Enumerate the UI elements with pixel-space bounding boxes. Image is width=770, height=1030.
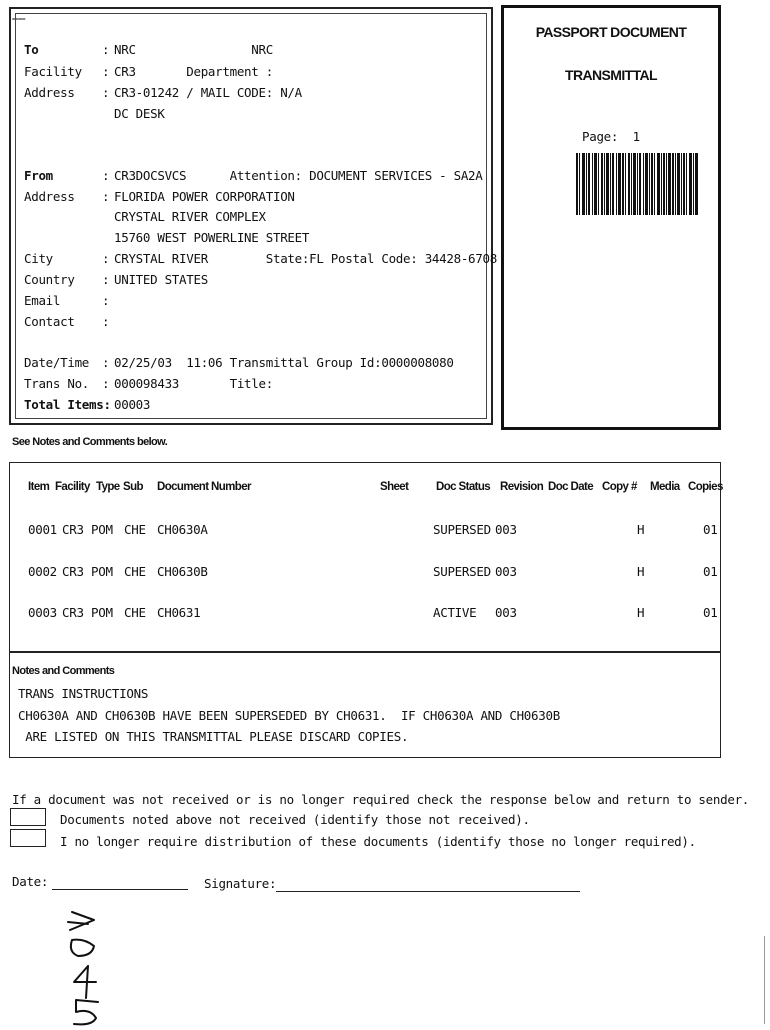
table-row-3-sub: CHE bbox=[124, 605, 146, 620]
city-value: CRYSTAL RIVER State:FL Postal Code: 34428-6708 bbox=[114, 251, 497, 266]
table-row-3-media: H bbox=[637, 605, 645, 620]
table-row-1-status: SUPERSED bbox=[433, 522, 491, 537]
table-row-2-facility: CR3 bbox=[62, 564, 84, 579]
from-address-label: Address bbox=[24, 189, 75, 204]
page-value: 1 bbox=[632, 129, 640, 144]
col-header-doc-date: Doc Date bbox=[548, 481, 594, 493]
signature-label: Signature: bbox=[204, 876, 277, 891]
passport-subtitle: TRANSMITTAL bbox=[565, 67, 657, 83]
page-indicator bbox=[582, 129, 640, 144]
table-row-3-status: ACTIVE bbox=[433, 605, 477, 620]
see-notes-text: See Notes and Comments below. bbox=[12, 436, 168, 448]
from-row: From : CR3DOCSVCS Attention: DOCUMENT SERVICES - SA2A bbox=[24, 168, 483, 183]
datetime-value: 02/25/03 11:06 Transmittal Group Id:0000008080 bbox=[114, 355, 454, 370]
from-value: CR3DOCSVCS Attention: DOCUMENT SERVICES - SA2A bbox=[114, 168, 483, 183]
no-longer-required-label: I no longer require distribution of these documents (identify those no longer required). bbox=[60, 834, 696, 849]
table-row-2-sub: CHE bbox=[124, 564, 146, 579]
to-address-label: Address bbox=[24, 85, 75, 100]
table-row-1-item: 0001 bbox=[28, 522, 57, 537]
totalitems-value: 00003 bbox=[114, 397, 151, 412]
col-header-item: Item bbox=[28, 481, 50, 493]
datetime-row: Date/Time : 02/25/03 11:06 Transmittal Group Id:0000008080 bbox=[24, 355, 454, 370]
country-row: Country : UNITED STATES bbox=[24, 272, 208, 287]
response-instruction: If a document was not received or is no longer required check the response below and return to sender. bbox=[12, 792, 750, 807]
to-address-line2: DC DESK bbox=[114, 106, 165, 121]
notes-heading: Notes and Comments bbox=[12, 665, 115, 677]
table-row-1-type: POM bbox=[91, 522, 113, 537]
email-row: Email : bbox=[24, 293, 110, 308]
scan-edge-mark bbox=[764, 936, 765, 1024]
from-address-value: FLORIDA POWER CORPORATION bbox=[114, 189, 295, 204]
not-received-checkbox[interactable] bbox=[10, 808, 46, 826]
city-row: City : CRYSTAL RIVER State:FL Postal Code: 34428-6708 bbox=[24, 251, 497, 266]
col-header-revision: Revision bbox=[500, 481, 544, 493]
col-header-media: Media bbox=[650, 481, 680, 493]
datetime-label: Date/Time bbox=[24, 355, 90, 370]
table-row-3-copies: 01 bbox=[703, 605, 718, 620]
col-header-copies: Copies bbox=[688, 481, 723, 493]
country-value: UNITED STATES bbox=[114, 272, 208, 287]
table-row-3-docnum: CH0631 bbox=[157, 605, 201, 620]
table-row-1-media: H bbox=[637, 522, 645, 537]
country-label: Country bbox=[24, 272, 75, 287]
col-header-sheet: Sheet bbox=[380, 481, 409, 493]
table-row-2-copies: 01 bbox=[703, 564, 718, 579]
table-row-1-docnum: CH0630A bbox=[157, 522, 208, 537]
to-address-row: Address : CR3-01242 / MAIL CODE: N/A bbox=[24, 85, 302, 100]
signature-line[interactable] bbox=[276, 891, 580, 892]
handwritten-annotation bbox=[54, 904, 124, 1030]
col-header-document-number: Document Number bbox=[157, 481, 251, 493]
totalitems-label: Total Items: bbox=[24, 397, 111, 412]
col-header-facility: Facility bbox=[55, 481, 90, 493]
notes-line-2: CH0630A AND CH0630B HAVE BEEN SUPERSEDED BY CH0631. IF CH0630A AND CH0630B bbox=[18, 708, 560, 723]
table-row-3-revision: 003 bbox=[495, 605, 517, 620]
to-label: To bbox=[24, 42, 39, 57]
table-row-2-type: POM bbox=[91, 564, 113, 579]
table-row-2-status: SUPERSED bbox=[433, 564, 491, 579]
city-label: City bbox=[24, 251, 53, 266]
table-row-2-docnum: CH0630B bbox=[157, 564, 208, 579]
contact-row: Contact : bbox=[24, 314, 110, 329]
email-label: Email bbox=[24, 293, 61, 308]
passport-title: PASSPORT DOCUMENT bbox=[535, 24, 687, 40]
passport-box bbox=[501, 5, 721, 430]
contact-label: Contact bbox=[24, 314, 75, 329]
barcode-icon bbox=[576, 153, 698, 215]
to-value: NRC NRC bbox=[114, 42, 273, 57]
col-header-doc-status: Doc Status bbox=[436, 481, 491, 493]
col-header-sub: Sub bbox=[123, 481, 143, 493]
notes-line-3: ARE LISTED ON THIS TRANSMITTAL PLEASE DISCARD COPIES. bbox=[18, 729, 409, 744]
no-longer-required-checkbox[interactable] bbox=[10, 829, 46, 847]
table-row-1-facility: CR3 bbox=[62, 522, 84, 537]
table-row-3-item: 0003 bbox=[28, 605, 57, 620]
facility-row: Facility : CR3 Department : bbox=[24, 64, 273, 79]
table-row-2-item: 0002 bbox=[28, 564, 57, 579]
page-label: Page: bbox=[582, 129, 619, 144]
from-address-row: Address : FLORIDA POWER CORPORATION bbox=[24, 189, 295, 204]
date-label: Date: bbox=[12, 874, 49, 889]
col-header-type: Type bbox=[96, 481, 120, 493]
date-line[interactable] bbox=[52, 889, 188, 890]
transno-row: Trans No. : 000098433 Title: bbox=[24, 376, 273, 391]
from-label: From bbox=[24, 168, 53, 183]
col-header-copy-number: Copy # bbox=[602, 481, 637, 493]
not-received-label: Documents noted above not received (identify those not received). bbox=[60, 812, 530, 827]
transno-label: Trans No. bbox=[24, 376, 90, 391]
table-row-1-copies: 01 bbox=[703, 522, 718, 537]
table-row-1-sub: CHE bbox=[124, 522, 146, 537]
to-row: To : NRC NRC bbox=[24, 42, 273, 57]
facility-label: Facility bbox=[24, 64, 82, 79]
table-row-3-facility: CR3 bbox=[62, 605, 84, 620]
from-address-line2: CRYSTAL RIVER COMPLEX bbox=[114, 209, 266, 224]
from-address-line3: 15760 WEST POWERLINE STREET bbox=[114, 230, 310, 245]
facility-value: CR3 Department : bbox=[114, 64, 273, 79]
table-row-1-revision: 003 bbox=[495, 522, 517, 537]
totalitems-row bbox=[24, 397, 150, 412]
table-row-2-media: H bbox=[637, 564, 645, 579]
table-row-3-type: POM bbox=[91, 605, 113, 620]
table-row-2-revision: 003 bbox=[495, 564, 517, 579]
notes-line-1: TRANS INSTRUCTIONS bbox=[18, 686, 149, 701]
to-address-value: CR3-01242 / MAIL CODE: N/A bbox=[114, 85, 302, 100]
corner-mark: ==== bbox=[12, 16, 26, 23]
transno-value: 000098433 Title: bbox=[114, 376, 273, 391]
